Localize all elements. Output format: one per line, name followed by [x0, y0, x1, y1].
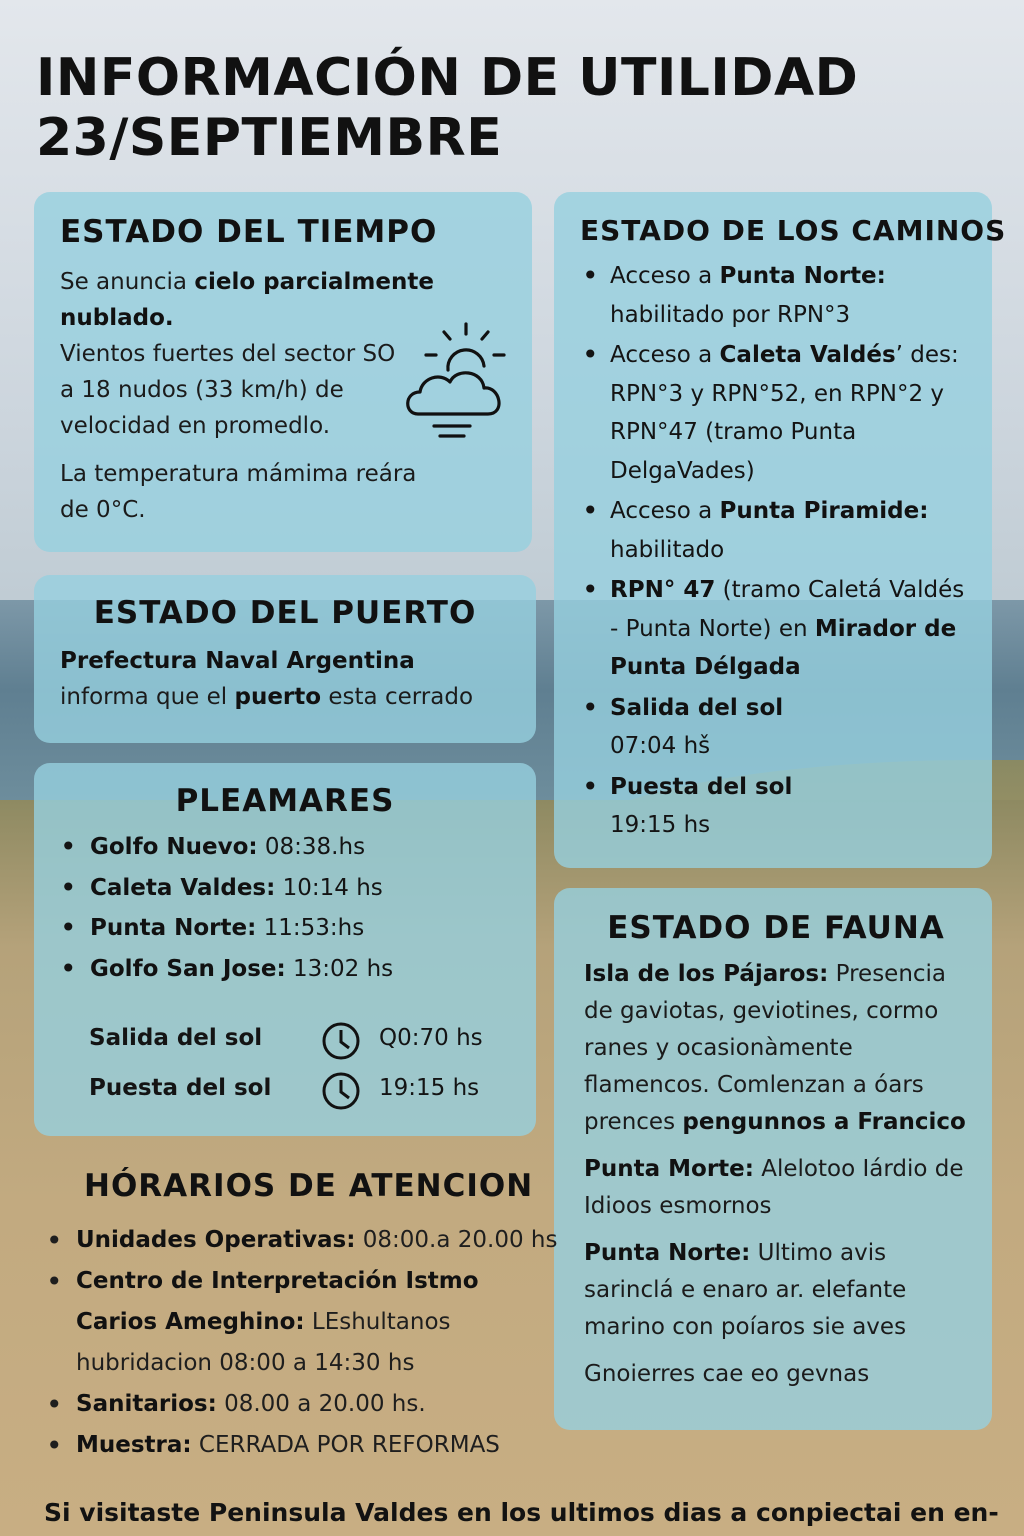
port-text-2: esta cerrado — [321, 684, 474, 710]
roads-card — [554, 192, 1007, 868]
tides-title: PLEAMARES — [175, 783, 395, 819]
title-line-2: 23/SEPTIEMBRE — [36, 108, 503, 168]
road-prefix: Acceso a — [610, 342, 720, 368]
port-org: Prefectura Naval Argentina — [60, 648, 415, 674]
fauna-place: Punta Norte: — [584, 1240, 751, 1266]
sunset-row — [89, 1071, 529, 1111]
hours-value: LEshultanos hubridacion 08:00 a 14:30 hs — [76, 1309, 451, 1376]
fauna-place: Isla de los Pájaros: — [584, 961, 829, 987]
tide-place: Punta Norte: — [90, 915, 257, 941]
road-item — [610, 336, 968, 490]
hours-list — [44, 1220, 564, 1466]
sunrise-label: • Salida del sol — [610, 694, 784, 721]
port-word: puerto — [234, 684, 322, 710]
roads-title: ESTADO DE LOS CAMINOS — [580, 214, 1007, 247]
hours-item — [76, 1425, 564, 1466]
tide-time: 13:02 hs — [285, 955, 394, 982]
sunset-time: 19:15 hs — [610, 812, 711, 838]
port-title: ESTADO DEL PUERTO — [93, 595, 477, 631]
tide-time: 08:38.hs — [257, 834, 366, 860]
tide-item — [90, 908, 510, 949]
tide-time: 11:53:hs — [256, 915, 365, 941]
fauna-text: Ultimo avis sarinclá e enaro ar. elefante marino con poíaros sie aves — [584, 1240, 907, 1340]
clock-icon — [321, 1071, 361, 1111]
weather-intro: Se anuncia — [60, 269, 195, 295]
hours-label: Centro de Interpretación Istmo Carios Ameghino: — [76, 1268, 479, 1335]
hours-label: Sanitarios: — [76, 1391, 217, 1417]
tide-item — [90, 827, 510, 868]
clock-icon — [321, 1021, 361, 1061]
fauna-highlight: pengunnos a Francico — [682, 1109, 966, 1135]
road-name: RPN° 47 — [610, 577, 716, 603]
weather-temp-text: La temperatura mámima reára de 0°C. — [60, 461, 417, 523]
hours-label: Muestra: — [76, 1432, 192, 1458]
fauna-paragraph — [584, 956, 968, 1141]
road-item — [610, 257, 968, 334]
page-title — [36, 48, 858, 168]
footer-text: Si visitaste Peninsula Valdes en los ultimos dias a conpiectai en en- — [44, 1498, 999, 1527]
tides-list — [60, 827, 510, 989]
hours-value: 08.00 a 20.00 hs. — [216, 1391, 426, 1417]
fauna-paragraph: Gnoierres cae eo gevnas — [584, 1361, 870, 1387]
fauna-paragraph — [584, 1235, 968, 1346]
partly-cloudy-icon — [398, 322, 506, 446]
fauna-card — [554, 888, 992, 1430]
port-text — [60, 643, 510, 715]
hours-label: Unidades Operativas: — [76, 1227, 356, 1253]
road-status: habilitado — [610, 536, 725, 563]
sunset-label: • Puesta del sol — [610, 773, 793, 800]
hours-title: HÓRARIOS DE ATENCION — [84, 1168, 534, 1204]
road-item — [610, 571, 968, 687]
road-name: Caleta Valdés — [719, 342, 896, 368]
road-name: Punta Norte: — [719, 263, 886, 289]
tide-place: Golfo Nuevo: — [90, 834, 258, 860]
sunset-label: Puesta del sol — [89, 1075, 272, 1101]
fauna-text: Alelotoo Iárdio de Idioos esmornos — [584, 1156, 964, 1219]
road-status: (tramo Caletá Valdés - Punta Norte) en — [610, 577, 965, 642]
fauna-title: ESTADO DE FAUNA — [607, 910, 945, 946]
road-location: Mirador de Punta Délgada — [610, 615, 957, 680]
roads-list — [580, 257, 968, 845]
fauna-paragraph — [584, 1151, 968, 1225]
tide-place: Golfo San Jose: — [90, 955, 286, 982]
hours-item — [76, 1384, 564, 1425]
hours-value: 08:00.a 20.00 hs — [355, 1227, 558, 1253]
road-prefix: Acceso a — [610, 263, 720, 289]
hours-item — [76, 1220, 564, 1261]
port-text-1: informa que el — [60, 684, 235, 710]
road-prefix: Acceso a — [610, 498, 720, 524]
port-card — [34, 575, 536, 743]
sunrise-label: Salida del sol — [89, 1025, 263, 1051]
hours-section — [44, 1168, 564, 1466]
tide-time: 10:14 hs — [275, 874, 383, 901]
hours-value: CERRADA POR REFORMAS — [191, 1432, 500, 1458]
title-line-1: INFORMACIÓN DE UTILIDAD — [36, 48, 859, 108]
road-name: Punta Piramide: — [719, 498, 929, 524]
tides-card — [34, 763, 536, 1136]
road-item — [610, 768, 968, 845]
road-status: ’ des: RPN°3 y RPN°52, en RPN°2 y RPN°47 (tramo Punta DelgaVades) — [610, 342, 959, 484]
sunrise-time: Q0:70 hs — [379, 1025, 483, 1051]
road-status: habilitado por RPN°3 — [610, 301, 851, 328]
tide-item — [90, 868, 510, 909]
road-item — [610, 492, 968, 569]
weather-title: ESTADO DEL TIEMPO — [60, 214, 438, 250]
road-item — [610, 689, 968, 766]
sunrise-row — [89, 1021, 529, 1061]
sunset-time: 19:15 hs — [379, 1075, 480, 1101]
sunrise-time: 07:04 hš — [610, 733, 711, 759]
tide-place: Caleta Valdes: — [90, 874, 276, 901]
fauna-place: Punta Morte: — [584, 1156, 754, 1182]
weather-sky: cielo parcialmente nublado. — [60, 269, 434, 331]
weather-wind-text: Vientos fuertes del sector SO a 18 nudos (33 km/h) de velocidad en promedlo. — [60, 341, 396, 439]
tide-item — [90, 949, 510, 990]
fauna-text: Presencia de gaviotas, geviotines, cormo ranes y ocasionàmente flamencos. Comlenzan a óars prences — [584, 961, 947, 1135]
hours-item — [76, 1261, 564, 1384]
